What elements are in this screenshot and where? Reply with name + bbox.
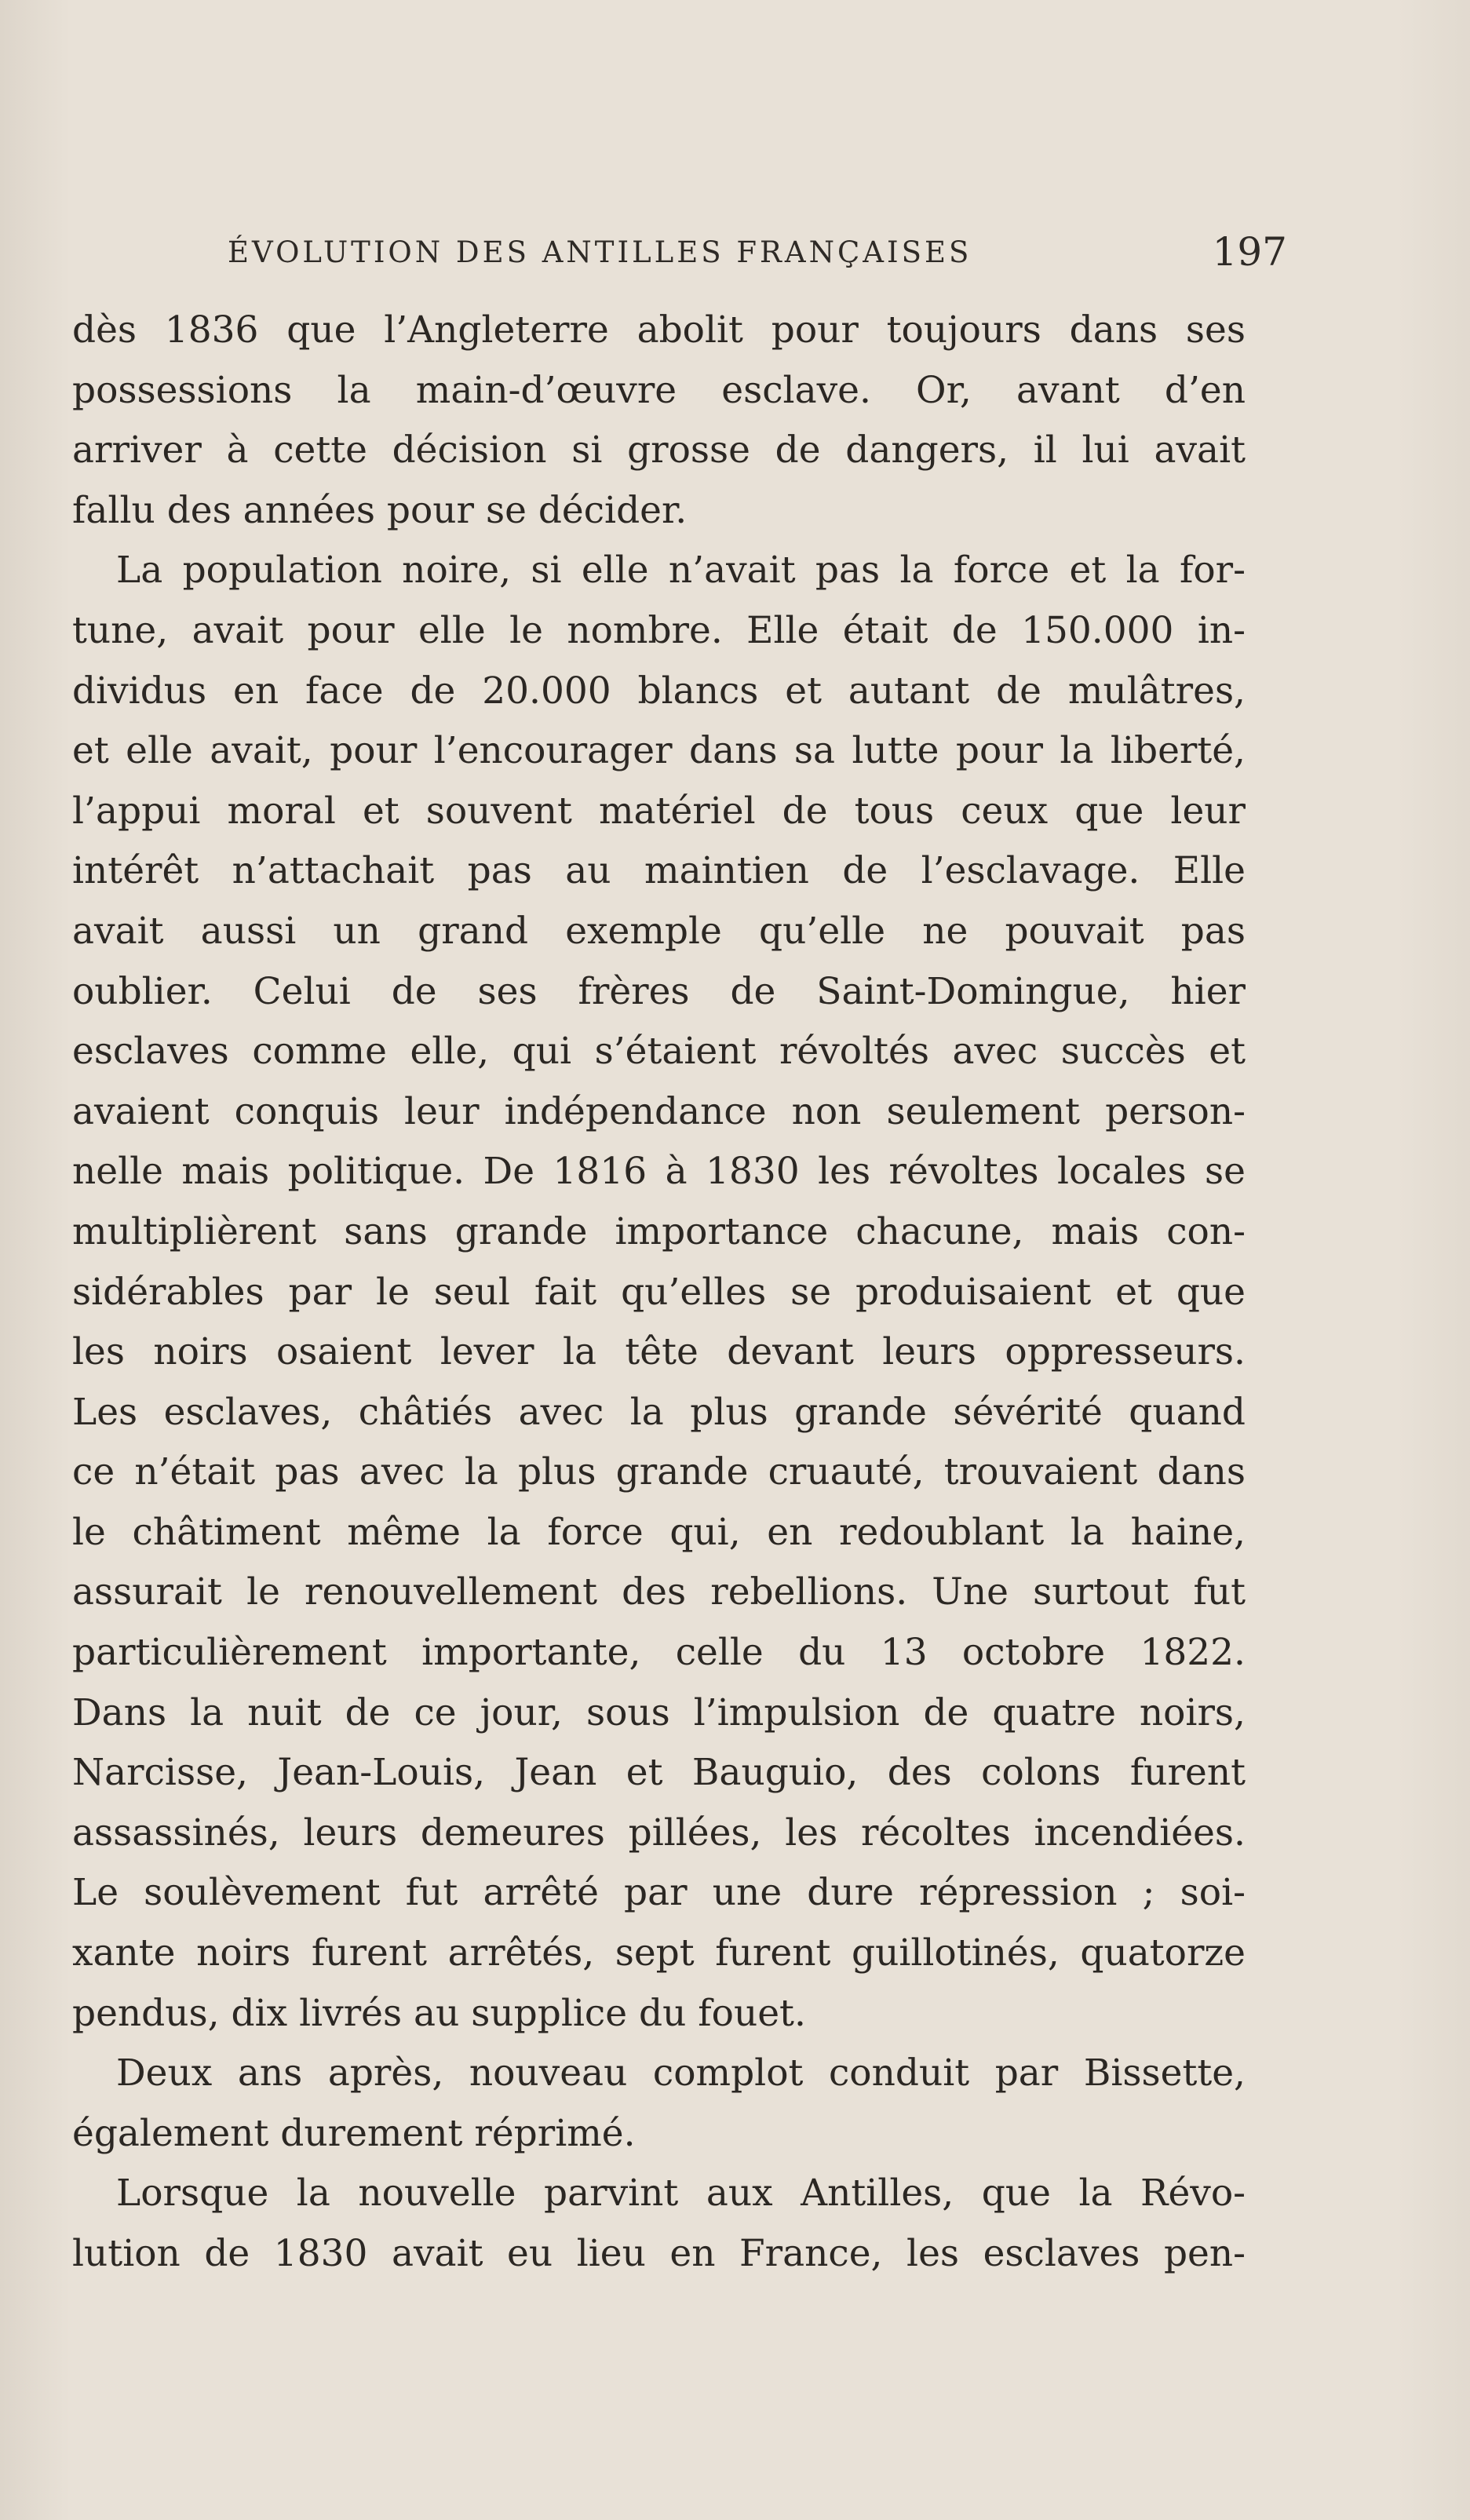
text-line: sidérables par le seul fait qu’elles se produisaient et que [72,1270,1246,1314]
text-line: avait aussi un grand exemple qu’elle ne pouvait pas [72,909,1246,953]
text-line: xante noirs furent arrêtés, sept furent guillotinés, quatorze [72,1931,1246,1975]
text-line: particulièrement importante, celle du 13 octobre 1822. [72,1631,1246,1675]
text-line: dividus en face de 20.000 blancs et autant de mulâtres, [72,669,1246,713]
text-line: multiplièrent sans grande importance chacune, mais con- [72,1209,1246,1253]
text-line: Les esclaves, châtiés avec la plus grande sévérité quand [72,1390,1246,1434]
text-line: et elle avait, pour l’encourager dans sa lutte pour la liberté, [72,729,1246,773]
body-text [72,301,1246,2285]
text-line: avaient conquis leur indépendance non seulement person- [72,1089,1246,1133]
text-line: nelle mais politique. De 1816 à 1830 les révoltes locales se [72,1150,1246,1194]
text-line: lution de 1830 avait eu lieu en France, les esclaves pen- [72,2232,1246,2275]
text-line: le châtiment même la force qui, en redoublant la haine, [72,1510,1246,1554]
text-line: fallu des années pour se décider. [72,488,688,532]
running-head [228,229,1287,276]
text-line: Le soulèvement fut arrêté par une dure répression ; soi- [72,1871,1246,1915]
text-line: ce n’était pas avec la plus grande cruauté, trouvaient dans [72,1450,1246,1494]
text-line: assurait le renouvellement des rebellions. Une surtout fut [72,1570,1246,1614]
text-line: Lorsque la nouvelle parvint aux Antilles, que la Révo- [116,2172,1246,2215]
text-line: Deux ans après, nouveau complot conduit par Bissette, [116,2051,1246,2095]
text-line: tune, avait pour elle le nombre. Elle était de 150.000 in- [72,608,1246,652]
text-line: pendus, dix livrés au supplice du fouet. [72,1991,806,2035]
text-line: dès 1836 que l’Angleterre abolit pour toujours dans ses [72,308,1246,352]
text-line: intérêt n’attachait pas au maintien de l’esclavage. Elle [72,849,1246,893]
text-line: arriver à cette décision si grosse de dangers, il lui avait [72,429,1246,472]
text-line: Dans la nuit de ce jour, sous l’impulsion de quatre noirs, [72,1690,1246,1734]
text-line: possessions la main-d’œuvre esclave. Or, avant d’en [72,368,1246,412]
text-line: assassinés, leurs demeures pillées, les récoltes incendiées. [72,1811,1246,1854]
text-line: La population noire, si elle n’avait pas la force et la for- [116,549,1246,593]
text-line: également durement réprimé. [72,2111,636,2155]
text-line: Narcisse, Jean-Louis, Jean et Bauguio, des colons furent [72,1751,1246,1795]
running-title: ÉVOLUTION DES ANTILLES FRANÇAISES [228,235,972,269]
page-number: 197 [1212,229,1287,275]
text-line: oublier. Celui de ses frères de Saint-Domingue, hier [72,969,1246,1013]
text-line: l’appui moral et souvent matériel de tous ceux que leur [72,789,1246,833]
text-line: esclaves comme elle, qui s’étaient révoltés avec succès et [72,1030,1246,1074]
text-line: les noirs osaient lever la tête devant leurs oppresseurs. [72,1330,1246,1374]
